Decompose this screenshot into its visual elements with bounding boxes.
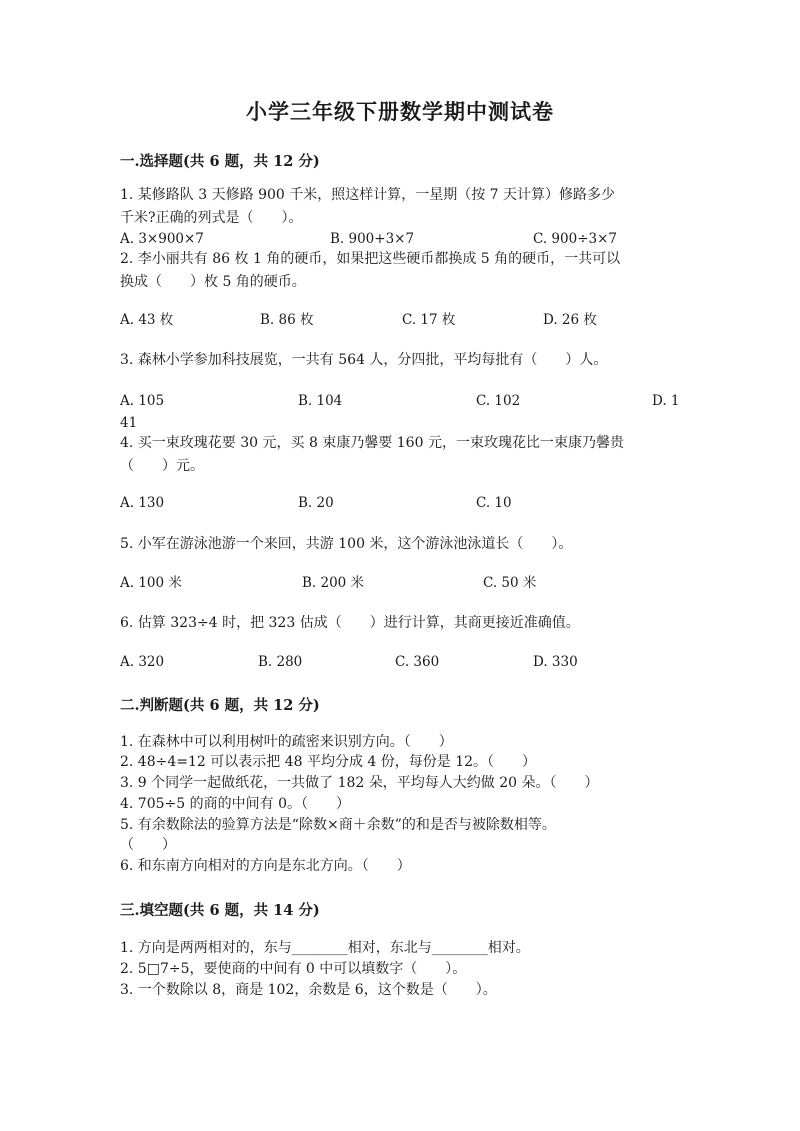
fill-blank-line-3: 3. 一个数除以 8，商是 102，余数是 6，这个数是（ ）。 [120,982,497,998]
question-5-option-a: A. 100 米 [120,575,182,591]
question-3-option-a: A. 105 [120,393,165,409]
judgement-line-2: 2. 48÷4=12 可以表示把 48 平均分成 4 份，每份是 12。（ ） [120,754,537,770]
judgement-line-5-wrap: （ ） [120,837,176,853]
question-3-option-c: C. 102 [476,393,521,409]
judgement-line-5: 5. 有余数除法的验算方法是“除数×商＋余数”的和是否与被除数相等。 [120,817,556,833]
question-1-option-c: C. 900÷3×7 [533,231,617,247]
judgement-line-3: 3. 9 个同学一起做纸花，一共做了 182 朵，平均每人大约做 20 朵。（ ） [120,775,599,791]
question-6-option-d: D. 330 [533,654,578,670]
question-5-line-1: 5. 小军在游泳池游一个来回，共游 100 米，这个游泳池泳道长（ ）。 [120,536,573,552]
judgement-line-1: 1. 在森林中可以利用树叶的疏密来识别方向。（ ） [120,734,453,750]
exam-title: 小学三年级下册数学期中测试卷 [246,99,554,124]
question-2-option-a: A. 43 枚 [120,312,174,328]
question-1-option-a: A. 3×900×7 [120,231,204,247]
section-heading-choice: 一.选择题(共 6 题，共 12 分) [120,153,320,170]
question-2-line-2: 换成（ ）枚 5 角的硬币。 [120,274,306,290]
question-6-option-c: C. 360 [395,654,440,670]
judgement-line-6: 6. 和东南方向相对的方向是东北方向。（ ） [120,858,411,874]
question-2-option-d: D. 26 枚 [543,312,597,328]
question-3-option-b: B. 104 [298,393,343,409]
question-4-option-b: B. 20 [298,495,334,511]
question-2-line-1: 2. 李小丽共有 86 枚 1 角的硬币，如果把这些硬币都换成 5 角的硬币，一共可以 [120,251,621,267]
question-6-option-a: A. 320 [120,654,165,670]
question-1-option-b: B. 900+3×7 [330,231,415,247]
question-3-line-1: 3. 森林小学参加科技展览，一共有 564 人，分四批，平均每批有（ ）人。 [120,352,608,368]
question-2-option-c: C. 17 枚 [402,312,456,328]
section-heading-judgement: 二.判断题(共 6 题，共 12 分) [120,697,320,714]
question-4-line-2: （ ）元。 [120,458,204,474]
question-1-line-2: 千米?正确的列式是（ ）。 [120,210,303,226]
question-2-option-b: B. 86 枚 [260,312,314,328]
question-5-option-c: C. 50 米 [483,575,537,591]
question-4-option-c: C. 10 [476,495,512,511]
question-6-option-b: B. 280 [258,654,303,670]
question-3-option-d: D. 1 [652,393,680,409]
fill-blank-line-2: 2. 5□7÷5，要使商的中间有 0 中可以填数字（ ）。 [120,961,467,977]
question-6-line-1: 6. 估算 323÷4 时，把 323 估成（ ）进行计算，其商更接近准确值。 [120,615,580,631]
question-4-line-1: 4. 买一束玫瑰花要 30 元，买 8 束康乃馨要 160 元，一束玫瑰花比一束康乃馨贵 [120,435,624,451]
question-5-option-b: B. 200 米 [302,575,365,591]
fill-blank-line-1: 1. 方向是两两相对的，东与________相对，东北与________相对。 [120,940,530,956]
section-heading-fill-blank: 三.填空题(共 6 题，共 14 分) [120,902,320,919]
question-4-option-a: A. 130 [120,495,165,511]
question-3-option-d-wrap: 41 [120,415,138,431]
question-1-line-1: 1. 某修路队 3 天修路 900 千米，照这样计算，一星期（按 7 天计算）修路多少 [120,187,616,203]
judgement-line-4: 4. 705÷5 的商的中间有 0。（ ） [120,796,350,812]
